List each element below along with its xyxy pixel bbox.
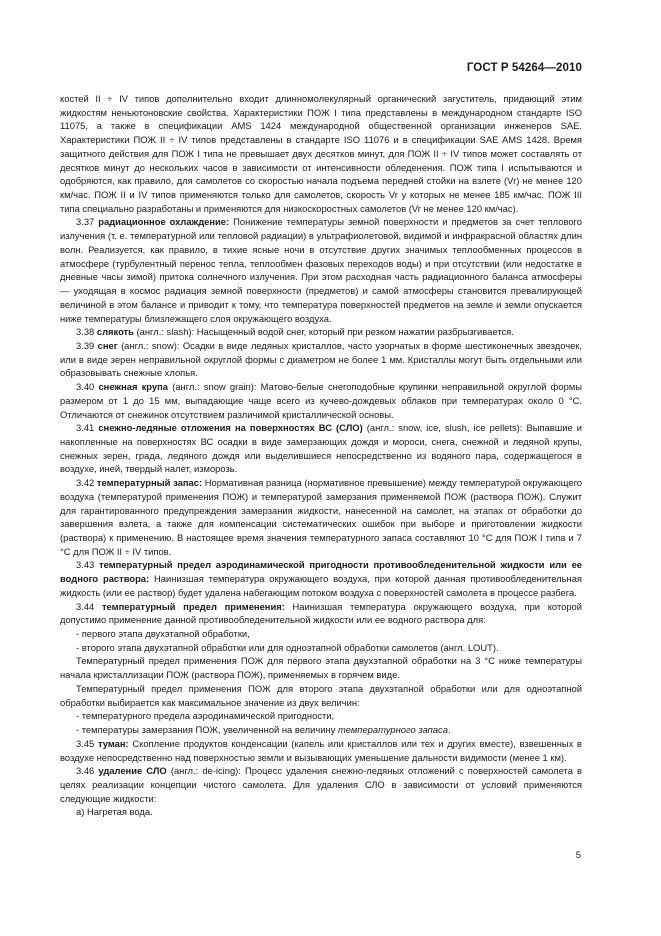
term-text: (англ.: snow): Осадки в виде ледяных кристаллов, часто узорчатых в форме шестиконечных звездочек, или в виде зерен неправильной округлой формы с диаметром не более 1 мм. Кристаллы могут быть отдельными или образовывать снежные хлопья.	[60, 339, 583, 379]
list-item	[60, 723, 582, 737]
term-text: (англ.: snow, ice, slush, ice pellets): Выпавшие и накопленные на поверхностях ВС осадки в виде замерзающих дождя и мороси, снега, снежной и ледяной крупы, снежных зерен, града, ледяного дождя или выделившиеся непосредственно из водяного пара, содержащегося в воздухе, иней, твердый налет, изморозь.	[60, 422, 582, 475]
term-number: 3.45	[76, 737, 95, 749]
term-definition	[60, 764, 582, 805]
term-number: 3.41	[76, 422, 95, 434]
term-text: Понижение температуры земной поверхности и предметов за счет теплового излучения (т. е. температурной или тепловой радиации) в ультрафиолетовой, видимой и инфракрасной областях длин волн. Реализуется, как правило, в тихие ясные ночи в отсутствие других значимых теплообменных процессов в атмосфере (турбулентный перенос тепла, теплообмен фазовых переходов воды) и при отсутствии (или недостатке в дневные часы зимой) притока солнечного излучения. При этом расходная часть радиационного баланса атмосферы — уходящая в космос радиация земной поверхности (предметов) и самой атмосферы становится превалирующей величиной в этом балансе и приводит к тому, что температура поверхностей предметов на земле и земли опускается ниже температуры близлежащего слоя окружающего воздуха.	[60, 216, 582, 324]
term-text: (англ.: de-icing): Процесс удаления снежно-ледяных отложений с поверхностей самолета в целях реализации концепции чистого самолета. Для удаления СЛО в зависимости от условий применяются следующие жидкости:	[60, 765, 583, 804]
term-number: 3.44	[76, 600, 95, 612]
term-name: снежная крупа	[98, 381, 168, 393]
term-name: туман:	[97, 737, 129, 749]
paragraph: костей II ÷ IV типов дополнительно входит длинномолекулярный органический загуститель, придающий этим жидкостям неньютоновские свойства. Характеристики ПОЖ I типа представлены в международном стандарте ISO 11075, а также в спецификации AMS 1424 международной общественной организации инженеров SAE. Характеристики ПОЖ II ÷ IV типов представлены в стандарте ISO 11076 и в спецификации SAE AMS 1428. Время защитного действия для ПОЖ I типа не превышает двух десятков минут, для ПОЖ II ÷ IV типов может составлять от десятков минут до нескольких часов в зависимости от интенсивности обледенения. ПОЖ типа I испытываются и одобряются, как правило, для самолетов со скоростью начала подъема передней стойки на взлете (Vr) не менее 120 км/час. ПОЖ II и IV типов применяются только для самолетов, скорость Vr у которых не менее 185 км/час. ПОЖ III типа специально разработаны и применяются для низкоскоростных самолетов (Vr не менее 120 км/час).	[60, 93, 582, 214]
term-definition	[60, 558, 582, 599]
term-definition	[60, 421, 582, 476]
list-item-emphasis: температурного запаса	[337, 724, 448, 736]
term-text: (англ.: slash): Насыщенный водой снег, который при резком нажатии разбрызгивается.	[136, 326, 514, 338]
term-number: 3.46	[76, 765, 95, 777]
term-name: слякоть	[96, 326, 134, 338]
term-name: температурный запас:	[96, 477, 203, 489]
term-name: снег	[97, 339, 118, 351]
term-number: 3.39	[76, 339, 95, 351]
term-definition	[60, 325, 582, 339]
term-text: Наинизшая температура окружающего воздуха, при которой допустимо применение данной противообледенительной жидкости или ее водного раствора для:	[60, 600, 583, 626]
term-definition	[60, 737, 582, 764]
paragraph: Температурный предел применения ПОЖ для первого этапа двухэтапной обработки на 3 °С ниже температуры начала кристаллизации ПОЖ (раствора ПОЖ), применяемых в горячем виде.	[60, 655, 582, 681]
term-name: удаление СЛО	[98, 765, 167, 777]
body-text	[60, 92, 582, 819]
term-definition	[60, 600, 582, 627]
term-text: Нормативная разница (нормативное превышение) между температурой окружающего воздуха (температурой применения ПОЖ) и температурой замерзания применяемой ПОЖ (раствора ПОЖ). Служит для гарантированного предупреждения замерзания жидкости, нанесенной на самолет, на этапах от обработки до завершения взлета, а также для компенсации систематических ошибок при выборе и приготовлении жидкости (раствора) к применению. В настоящее время значения температурного запаса составляют 10 °С для ПОЖ I типа и 7 °С для ПОЖ II ÷ IV типов.	[60, 477, 582, 557]
list-item: - первого этапа двухэтапной обработки,	[76, 628, 250, 640]
term-name: температурный предел применения:	[101, 600, 285, 612]
paragraph: Температурный предел применения ПОЖ для второго этапа двухэтапной обработки или для одноэтапной обработки выбирается как максимальное значение из двух величин:	[60, 682, 582, 708]
standard-header: ГОСТ Р 54264—2010	[466, 62, 582, 74]
term-name: радиационное охлаждение:	[98, 216, 230, 228]
term-text: (англ.: snow grain): Матово-белые снегоподобные крупинки неправильной округлой формы размером от 1 до 15 мм, выпадающие чаще всего из кучево-дождевых облаков при температурах около 0 °С. Отличаются от снежинок отсутствием различимой кристаллической основы.	[60, 381, 583, 420]
list-item: - второго этапа двухэтапной обработки или для одноэтапной обработки самолетов (англ. LOUT).	[76, 641, 499, 653]
term-number: 3.43	[76, 559, 95, 571]
paragraph: а) Нагретая вода.	[76, 806, 153, 818]
term-definition	[60, 339, 582, 380]
term-definition	[60, 215, 582, 325]
term-number: 3.40	[76, 381, 95, 393]
term-text: Скопление продуктов конденсации (капель или кристаллов или тех и других вместе), взвешенных в воздухе непосредственно над поверхностью земли и вызывающих уменьшение дальности видимости (менее 1 км).	[60, 737, 582, 763]
term-text: Наинизшая температура окружающего воздуха, при которой данная противообледенительная жидкость (или ее раствор) будет удалена набегающим потоком воздуха с поверхностей самолета в процессе разбега.	[60, 573, 582, 598]
term-number: 3.38	[76, 326, 95, 338]
term-definition	[60, 380, 582, 421]
term-number: 3.42	[76, 477, 95, 489]
list-item-tail: .	[447, 724, 451, 736]
list-item-text: - температуры замерзания ПОЖ, увеличенной на величину	[76, 724, 338, 736]
term-name: температурный предел аэродинамической пригодности противообледенительной жидкости или ее водного раствора:	[60, 559, 583, 585]
list-item: - температурного предела аэродинамической пригодности,	[76, 710, 335, 722]
term-name: снежно-ледяные отложения на поверхностях ВС (СЛО)	[98, 422, 363, 434]
term-number: 3.37	[76, 216, 95, 228]
term-definition	[60, 476, 582, 558]
page-number: 5	[575, 849, 581, 860]
